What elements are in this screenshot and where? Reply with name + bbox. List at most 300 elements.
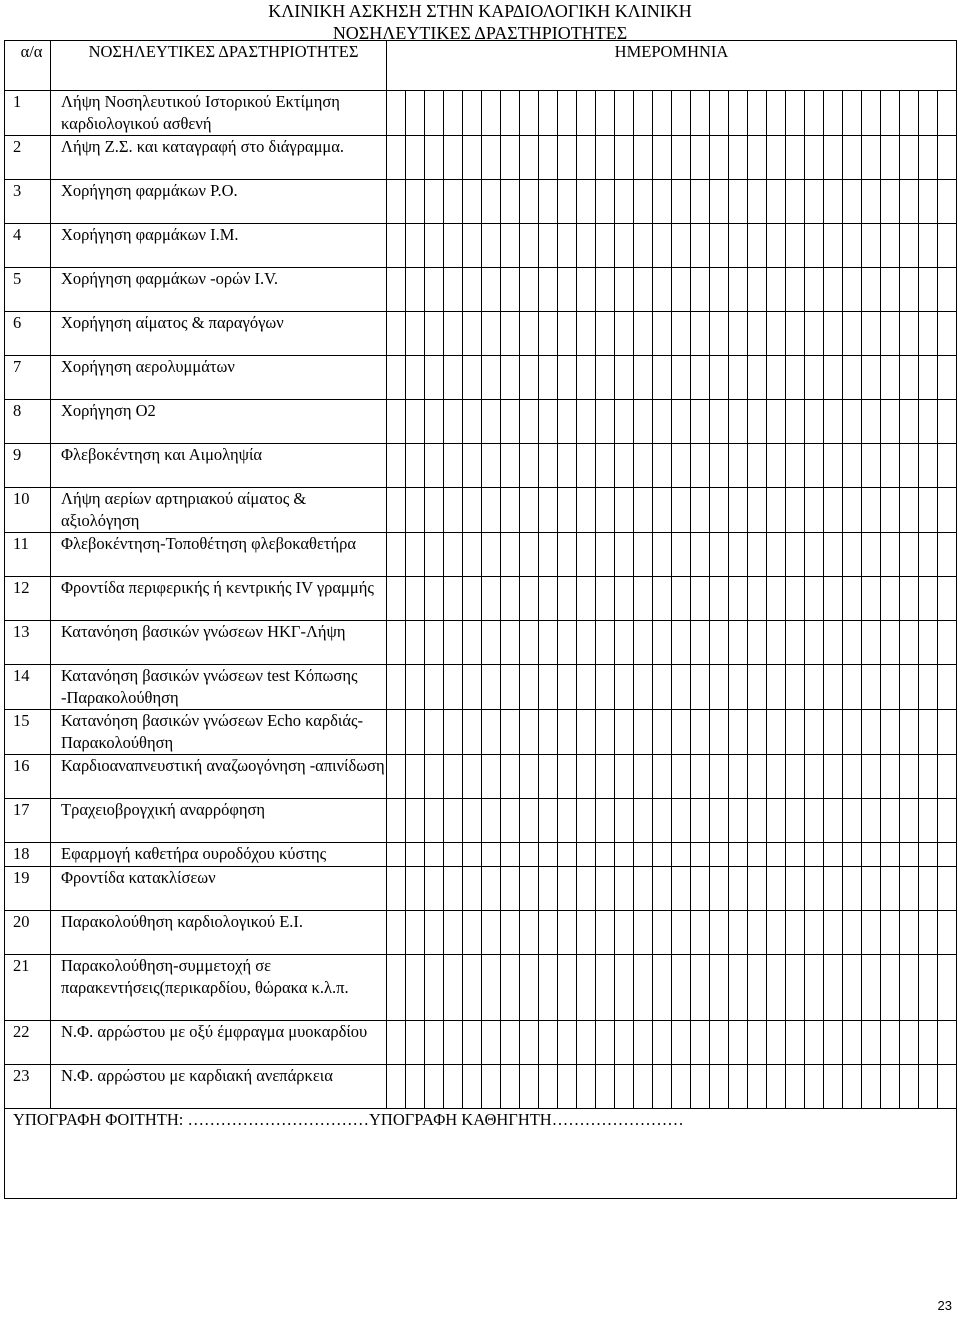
date-cell[interactable] xyxy=(406,533,425,577)
date-cell[interactable] xyxy=(881,268,900,312)
date-cell[interactable] xyxy=(501,843,520,867)
date-cell[interactable] xyxy=(406,444,425,488)
date-cell[interactable] xyxy=(520,710,539,755)
date-cell[interactable] xyxy=(672,1065,691,1109)
date-cell[interactable] xyxy=(767,400,786,444)
date-cell[interactable] xyxy=(444,755,463,799)
date-cell[interactable] xyxy=(425,621,444,665)
date-cell[interactable] xyxy=(634,799,653,843)
date-cell[interactable] xyxy=(425,533,444,577)
date-cell[interactable] xyxy=(767,710,786,755)
date-cell[interactable] xyxy=(900,621,919,665)
date-cell[interactable] xyxy=(406,577,425,621)
date-cell[interactable] xyxy=(577,755,596,799)
date-cell[interactable] xyxy=(520,488,539,533)
date-cell[interactable] xyxy=(463,136,482,180)
date-cell[interactable] xyxy=(900,710,919,755)
date-cell[interactable] xyxy=(691,621,710,665)
date-cell[interactable] xyxy=(634,1065,653,1109)
date-cell[interactable] xyxy=(653,224,672,268)
date-cell[interactable] xyxy=(881,577,900,621)
date-cell[interactable] xyxy=(425,665,444,710)
date-cell[interactable] xyxy=(387,180,406,224)
date-cell[interactable] xyxy=(425,955,444,1021)
date-cell[interactable] xyxy=(710,955,729,1021)
date-cell[interactable] xyxy=(786,1021,805,1065)
date-cell[interactable] xyxy=(539,1065,558,1109)
date-cell[interactable] xyxy=(843,400,862,444)
date-cell[interactable] xyxy=(691,400,710,444)
date-cell[interactable] xyxy=(558,867,577,911)
date-cell[interactable] xyxy=(558,1065,577,1109)
date-cell[interactable] xyxy=(482,224,501,268)
date-cell[interactable] xyxy=(539,444,558,488)
date-cell[interactable] xyxy=(482,1065,501,1109)
date-cell[interactable] xyxy=(615,799,634,843)
date-cell[interactable] xyxy=(805,533,824,577)
date-cell[interactable] xyxy=(501,400,520,444)
date-cell[interactable] xyxy=(577,911,596,955)
date-cell[interactable] xyxy=(558,799,577,843)
date-cell[interactable] xyxy=(463,1021,482,1065)
date-cell[interactable] xyxy=(653,1021,672,1065)
date-cell[interactable] xyxy=(919,312,938,356)
date-cell[interactable] xyxy=(501,224,520,268)
date-cell[interactable] xyxy=(824,1065,843,1109)
date-cell[interactable] xyxy=(672,710,691,755)
date-cell[interactable] xyxy=(900,91,919,136)
date-cell[interactable] xyxy=(463,312,482,356)
date-cell[interactable] xyxy=(406,621,425,665)
date-cell[interactable] xyxy=(843,577,862,621)
date-cell[interactable] xyxy=(596,621,615,665)
date-cell[interactable] xyxy=(501,955,520,1021)
date-cell[interactable] xyxy=(539,224,558,268)
date-cell[interactable] xyxy=(805,312,824,356)
date-cell[interactable] xyxy=(691,444,710,488)
date-cell[interactable] xyxy=(710,665,729,710)
date-cell[interactable] xyxy=(406,91,425,136)
date-cell[interactable] xyxy=(824,577,843,621)
date-cell[interactable] xyxy=(520,955,539,1021)
date-cell[interactable] xyxy=(824,710,843,755)
date-cell[interactable] xyxy=(919,911,938,955)
date-cell[interactable] xyxy=(881,91,900,136)
date-cell[interactable] xyxy=(862,136,881,180)
date-cell[interactable] xyxy=(824,224,843,268)
date-cell[interactable] xyxy=(881,224,900,268)
date-cell[interactable] xyxy=(691,224,710,268)
date-cell[interactable] xyxy=(862,755,881,799)
date-cell[interactable] xyxy=(577,444,596,488)
date-cell[interactable] xyxy=(672,488,691,533)
date-cell[interactable] xyxy=(596,843,615,867)
date-cell[interactable] xyxy=(672,444,691,488)
date-cell[interactable] xyxy=(938,755,957,799)
date-cell[interactable] xyxy=(387,577,406,621)
date-cell[interactable] xyxy=(482,665,501,710)
date-cell[interactable] xyxy=(691,356,710,400)
date-cell[interactable] xyxy=(767,444,786,488)
date-cell[interactable] xyxy=(919,621,938,665)
date-cell[interactable] xyxy=(843,91,862,136)
date-cell[interactable] xyxy=(729,710,748,755)
date-cell[interactable] xyxy=(748,180,767,224)
date-cell[interactable] xyxy=(767,577,786,621)
date-cell[interactable] xyxy=(900,955,919,1021)
date-cell[interactable] xyxy=(881,665,900,710)
date-cell[interactable] xyxy=(824,444,843,488)
date-cell[interactable] xyxy=(824,400,843,444)
date-cell[interactable] xyxy=(748,136,767,180)
date-cell[interactable] xyxy=(577,224,596,268)
date-cell[interactable] xyxy=(729,621,748,665)
date-cell[interactable] xyxy=(748,91,767,136)
date-cell[interactable] xyxy=(596,799,615,843)
date-cell[interactable] xyxy=(558,533,577,577)
date-cell[interactable] xyxy=(653,710,672,755)
date-cell[interactable] xyxy=(387,710,406,755)
date-cell[interactable] xyxy=(729,755,748,799)
date-cell[interactable] xyxy=(900,400,919,444)
date-cell[interactable] xyxy=(767,268,786,312)
date-cell[interactable] xyxy=(710,444,729,488)
date-cell[interactable] xyxy=(862,843,881,867)
date-cell[interactable] xyxy=(748,665,767,710)
date-cell[interactable] xyxy=(634,577,653,621)
date-cell[interactable] xyxy=(938,867,957,911)
date-cell[interactable] xyxy=(387,400,406,444)
date-cell[interactable] xyxy=(653,400,672,444)
date-cell[interactable] xyxy=(539,621,558,665)
date-cell[interactable] xyxy=(520,533,539,577)
date-cell[interactable] xyxy=(919,755,938,799)
date-cell[interactable] xyxy=(577,356,596,400)
date-cell[interactable] xyxy=(881,1021,900,1065)
date-cell[interactable] xyxy=(444,665,463,710)
date-cell[interactable] xyxy=(653,268,672,312)
date-cell[interactable] xyxy=(786,312,805,356)
date-cell[interactable] xyxy=(900,136,919,180)
date-cell[interactable] xyxy=(938,533,957,577)
date-cell[interactable] xyxy=(748,577,767,621)
date-cell[interactable] xyxy=(881,911,900,955)
date-cell[interactable] xyxy=(824,1021,843,1065)
date-cell[interactable] xyxy=(520,91,539,136)
date-cell[interactable] xyxy=(596,665,615,710)
date-cell[interactable] xyxy=(691,180,710,224)
date-cell[interactable] xyxy=(615,665,634,710)
date-cell[interactable] xyxy=(919,1021,938,1065)
date-cell[interactable] xyxy=(615,356,634,400)
date-cell[interactable] xyxy=(501,136,520,180)
date-cell[interactable] xyxy=(501,268,520,312)
date-cell[interactable] xyxy=(748,1065,767,1109)
date-cell[interactable] xyxy=(425,1065,444,1109)
date-cell[interactable] xyxy=(900,1065,919,1109)
date-cell[interactable] xyxy=(862,312,881,356)
date-cell[interactable] xyxy=(691,1021,710,1065)
date-cell[interactable] xyxy=(862,799,881,843)
date-cell[interactable] xyxy=(425,755,444,799)
date-cell[interactable] xyxy=(482,955,501,1021)
date-cell[interactable] xyxy=(539,911,558,955)
date-cell[interactable] xyxy=(615,1065,634,1109)
date-cell[interactable] xyxy=(824,799,843,843)
date-cell[interactable] xyxy=(634,444,653,488)
date-cell[interactable] xyxy=(615,312,634,356)
date-cell[interactable] xyxy=(729,444,748,488)
date-cell[interactable] xyxy=(691,533,710,577)
date-cell[interactable] xyxy=(938,577,957,621)
date-cell[interactable] xyxy=(710,621,729,665)
date-cell[interactable] xyxy=(729,356,748,400)
date-cell[interactable] xyxy=(520,444,539,488)
date-cell[interactable] xyxy=(786,843,805,867)
date-cell[interactable] xyxy=(672,356,691,400)
date-cell[interactable] xyxy=(748,710,767,755)
date-cell[interactable] xyxy=(729,224,748,268)
date-cell[interactable] xyxy=(938,799,957,843)
date-cell[interactable] xyxy=(615,955,634,1021)
date-cell[interactable] xyxy=(653,911,672,955)
date-cell[interactable] xyxy=(425,356,444,400)
date-cell[interactable] xyxy=(710,911,729,955)
date-cell[interactable] xyxy=(653,1065,672,1109)
date-cell[interactable] xyxy=(672,136,691,180)
date-cell[interactable] xyxy=(444,180,463,224)
date-cell[interactable] xyxy=(482,312,501,356)
date-cell[interactable] xyxy=(691,755,710,799)
date-cell[interactable] xyxy=(406,1021,425,1065)
date-cell[interactable] xyxy=(691,268,710,312)
date-cell[interactable] xyxy=(786,444,805,488)
date-cell[interactable] xyxy=(767,312,786,356)
date-cell[interactable] xyxy=(406,911,425,955)
date-cell[interactable] xyxy=(672,268,691,312)
date-cell[interactable] xyxy=(805,400,824,444)
date-cell[interactable] xyxy=(558,665,577,710)
date-cell[interactable] xyxy=(463,577,482,621)
date-cell[interactable] xyxy=(881,755,900,799)
date-cell[interactable] xyxy=(672,955,691,1021)
date-cell[interactable] xyxy=(881,955,900,1021)
date-cell[interactable] xyxy=(615,867,634,911)
date-cell[interactable] xyxy=(463,268,482,312)
date-cell[interactable] xyxy=(824,843,843,867)
date-cell[interactable] xyxy=(862,1021,881,1065)
date-cell[interactable] xyxy=(406,400,425,444)
date-cell[interactable] xyxy=(577,1065,596,1109)
date-cell[interactable] xyxy=(938,710,957,755)
date-cell[interactable] xyxy=(786,180,805,224)
date-cell[interactable] xyxy=(729,911,748,955)
date-cell[interactable] xyxy=(767,224,786,268)
date-cell[interactable] xyxy=(672,843,691,867)
date-cell[interactable] xyxy=(520,268,539,312)
date-cell[interactable] xyxy=(463,710,482,755)
date-cell[interactable] xyxy=(558,621,577,665)
date-cell[interactable] xyxy=(748,533,767,577)
date-cell[interactable] xyxy=(444,268,463,312)
date-cell[interactable] xyxy=(900,268,919,312)
date-cell[interactable] xyxy=(539,136,558,180)
date-cell[interactable] xyxy=(710,1065,729,1109)
date-cell[interactable] xyxy=(672,755,691,799)
date-cell[interactable] xyxy=(843,911,862,955)
date-cell[interactable] xyxy=(463,224,482,268)
date-cell[interactable] xyxy=(900,867,919,911)
date-cell[interactable] xyxy=(558,356,577,400)
date-cell[interactable] xyxy=(653,577,672,621)
date-cell[interactable] xyxy=(501,444,520,488)
date-cell[interactable] xyxy=(805,843,824,867)
date-cell[interactable] xyxy=(900,755,919,799)
date-cell[interactable] xyxy=(501,180,520,224)
date-cell[interactable] xyxy=(672,867,691,911)
date-cell[interactable] xyxy=(843,136,862,180)
date-cell[interactable] xyxy=(938,224,957,268)
date-cell[interactable] xyxy=(710,180,729,224)
date-cell[interactable] xyxy=(577,665,596,710)
date-cell[interactable] xyxy=(387,755,406,799)
date-cell[interactable] xyxy=(406,356,425,400)
date-cell[interactable] xyxy=(767,867,786,911)
date-cell[interactable] xyxy=(425,136,444,180)
date-cell[interactable] xyxy=(577,799,596,843)
date-cell[interactable] xyxy=(919,224,938,268)
date-cell[interactable] xyxy=(558,488,577,533)
date-cell[interactable] xyxy=(463,533,482,577)
date-cell[interactable] xyxy=(444,577,463,621)
date-cell[interactable] xyxy=(710,136,729,180)
date-cell[interactable] xyxy=(653,444,672,488)
date-cell[interactable] xyxy=(843,488,862,533)
date-cell[interactable] xyxy=(634,1021,653,1065)
date-cell[interactable] xyxy=(444,799,463,843)
date-cell[interactable] xyxy=(501,577,520,621)
date-cell[interactable] xyxy=(634,867,653,911)
date-cell[interactable] xyxy=(843,1065,862,1109)
date-cell[interactable] xyxy=(672,224,691,268)
date-cell[interactable] xyxy=(634,224,653,268)
date-cell[interactable] xyxy=(900,224,919,268)
date-cell[interactable] xyxy=(862,911,881,955)
date-cell[interactable] xyxy=(596,180,615,224)
date-cell[interactable] xyxy=(425,911,444,955)
date-cell[interactable] xyxy=(805,91,824,136)
date-cell[interactable] xyxy=(444,488,463,533)
date-cell[interactable] xyxy=(710,488,729,533)
date-cell[interactable] xyxy=(805,911,824,955)
date-cell[interactable] xyxy=(900,1021,919,1065)
date-cell[interactable] xyxy=(558,180,577,224)
date-cell[interactable] xyxy=(596,488,615,533)
date-cell[interactable] xyxy=(406,755,425,799)
date-cell[interactable] xyxy=(710,843,729,867)
date-cell[interactable] xyxy=(805,755,824,799)
date-cell[interactable] xyxy=(729,577,748,621)
date-cell[interactable] xyxy=(824,268,843,312)
date-cell[interactable] xyxy=(691,955,710,1021)
date-cell[interactable] xyxy=(482,710,501,755)
date-cell[interactable] xyxy=(520,911,539,955)
date-cell[interactable] xyxy=(539,400,558,444)
date-cell[interactable] xyxy=(577,533,596,577)
date-cell[interactable] xyxy=(577,180,596,224)
date-cell[interactable] xyxy=(672,91,691,136)
date-cell[interactable] xyxy=(900,180,919,224)
date-cell[interactable] xyxy=(748,356,767,400)
date-cell[interactable] xyxy=(615,755,634,799)
date-cell[interactable] xyxy=(805,268,824,312)
date-cell[interactable] xyxy=(425,1021,444,1065)
date-cell[interactable] xyxy=(786,488,805,533)
date-cell[interactable] xyxy=(748,799,767,843)
date-cell[interactable] xyxy=(634,180,653,224)
date-cell[interactable] xyxy=(938,356,957,400)
date-cell[interactable] xyxy=(463,488,482,533)
date-cell[interactable] xyxy=(387,356,406,400)
date-cell[interactable] xyxy=(425,577,444,621)
date-cell[interactable] xyxy=(843,1021,862,1065)
date-cell[interactable] xyxy=(444,1065,463,1109)
date-cell[interactable] xyxy=(596,268,615,312)
date-cell[interactable] xyxy=(444,843,463,867)
date-cell[interactable] xyxy=(881,843,900,867)
date-cell[interactable] xyxy=(596,1021,615,1065)
date-cell[interactable] xyxy=(615,136,634,180)
date-cell[interactable] xyxy=(463,1065,482,1109)
date-cell[interactable] xyxy=(843,444,862,488)
date-cell[interactable] xyxy=(596,444,615,488)
date-cell[interactable] xyxy=(862,180,881,224)
date-cell[interactable] xyxy=(786,621,805,665)
date-cell[interactable] xyxy=(596,867,615,911)
date-cell[interactable] xyxy=(501,665,520,710)
date-cell[interactable] xyxy=(558,911,577,955)
date-cell[interactable] xyxy=(843,710,862,755)
date-cell[interactable] xyxy=(596,356,615,400)
date-cell[interactable] xyxy=(501,533,520,577)
date-cell[interactable] xyxy=(900,312,919,356)
date-cell[interactable] xyxy=(444,312,463,356)
date-cell[interactable] xyxy=(520,799,539,843)
date-cell[interactable] xyxy=(672,665,691,710)
date-cell[interactable] xyxy=(539,1021,558,1065)
date-cell[interactable] xyxy=(615,1021,634,1065)
date-cell[interactable] xyxy=(425,312,444,356)
date-cell[interactable] xyxy=(444,444,463,488)
date-cell[interactable] xyxy=(881,488,900,533)
date-cell[interactable] xyxy=(767,91,786,136)
date-cell[interactable] xyxy=(615,488,634,533)
date-cell[interactable] xyxy=(387,533,406,577)
date-cell[interactable] xyxy=(748,400,767,444)
date-cell[interactable] xyxy=(482,444,501,488)
date-cell[interactable] xyxy=(558,136,577,180)
date-cell[interactable] xyxy=(596,533,615,577)
date-cell[interactable] xyxy=(520,665,539,710)
date-cell[interactable] xyxy=(558,444,577,488)
date-cell[interactable] xyxy=(653,755,672,799)
date-cell[interactable] xyxy=(881,1065,900,1109)
date-cell[interactable] xyxy=(558,755,577,799)
date-cell[interactable] xyxy=(805,665,824,710)
date-cell[interactable] xyxy=(482,268,501,312)
date-cell[interactable] xyxy=(767,1021,786,1065)
date-cell[interactable] xyxy=(615,224,634,268)
